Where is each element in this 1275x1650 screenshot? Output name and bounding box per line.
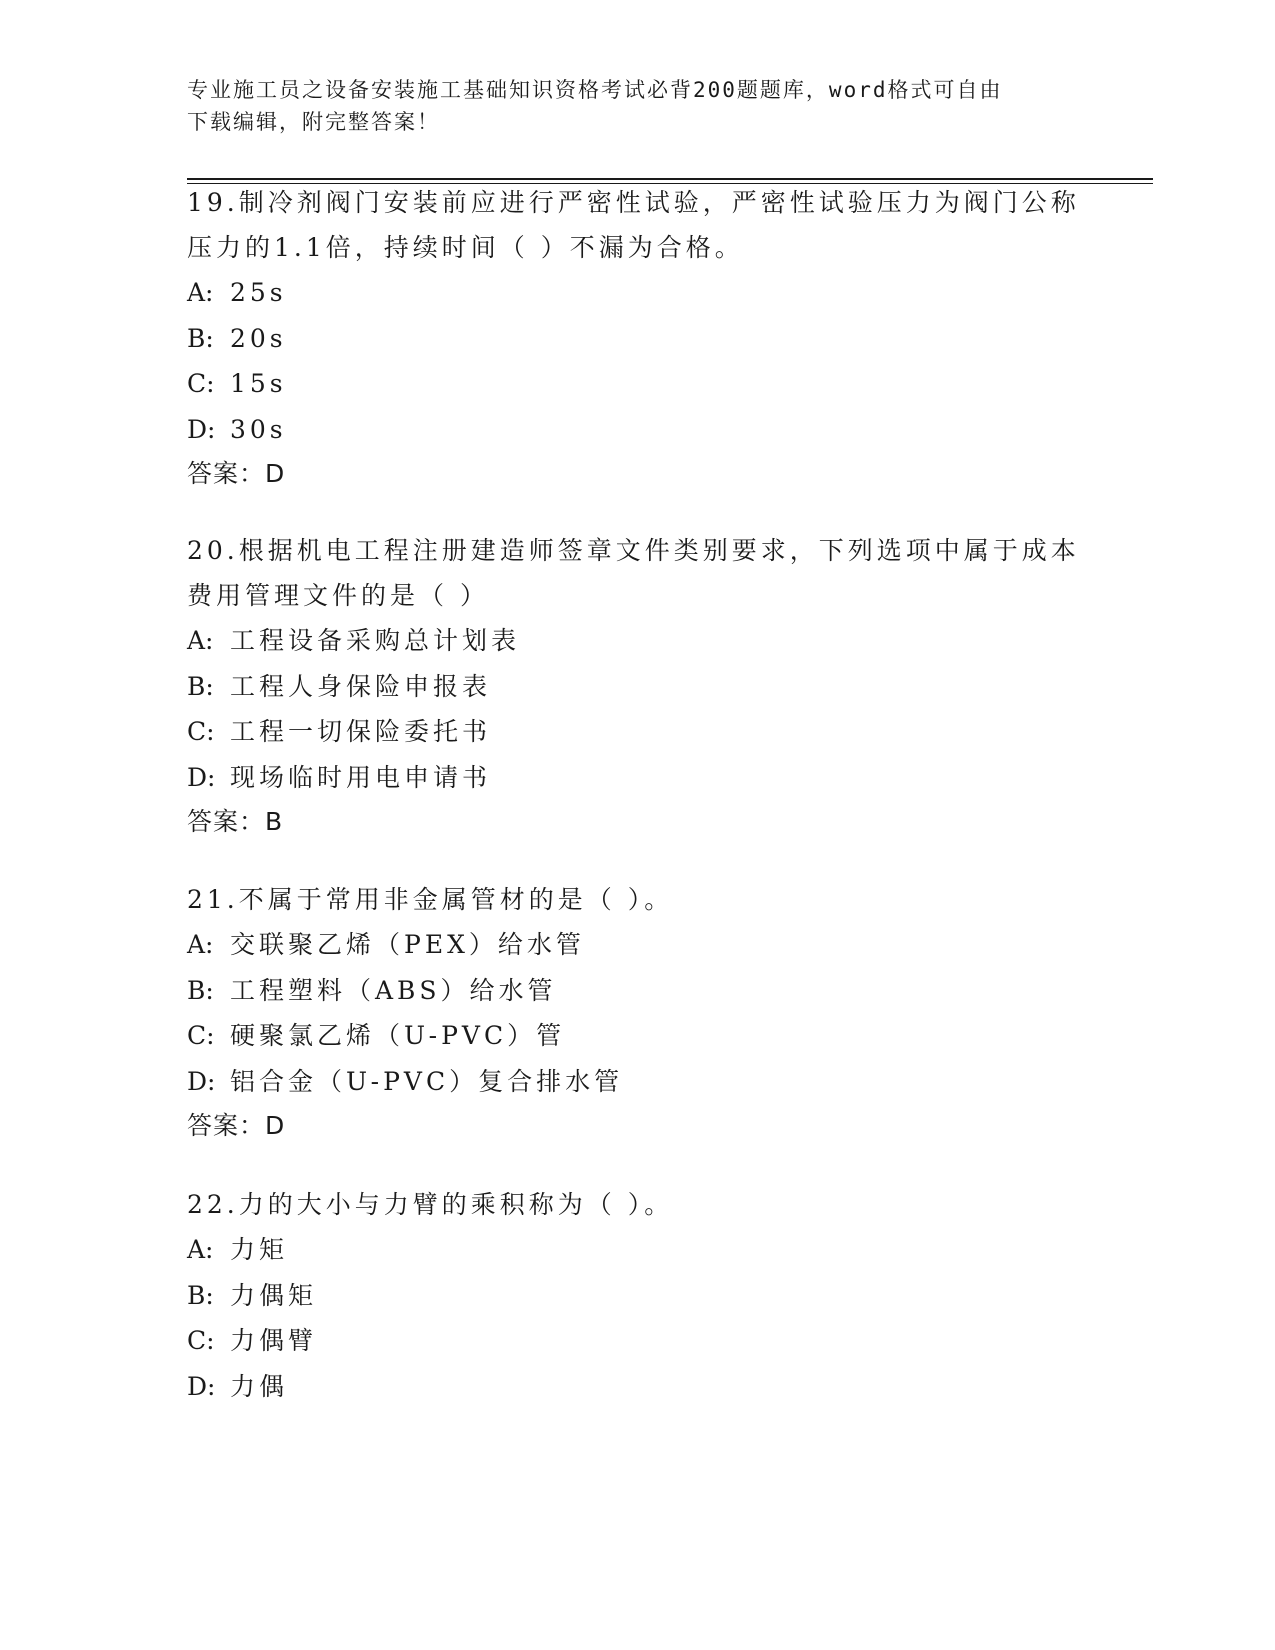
option-c [187, 361, 1087, 407]
answer-label: 答案：D [187, 459, 286, 488]
option-letter: A: [187, 626, 214, 655]
option-text: 硬聚氯乙烯（U-PVC）管 [230, 1021, 566, 1050]
question-text-line-1: 21.不属于常用非金属管材的是（ ）。 [187, 885, 674, 914]
option-text: 工程设备采购总计划表 [230, 626, 521, 655]
option-letter: C: [187, 1326, 215, 1355]
option-text: 力偶 [230, 1371, 289, 1401]
option-a [187, 270, 1087, 316]
option-letter: D: [187, 762, 216, 792]
option-letter: B: [187, 975, 214, 1005]
option-d [187, 1364, 1087, 1410]
header-line-2: 下载编辑，附完整答案！ [187, 110, 440, 134]
answer-label: 答案：D [187, 1111, 286, 1140]
option-text: 力偶矩 [230, 1280, 318, 1310]
question-text-line-2: 费用管理文件的是（ ） [187, 581, 489, 610]
option-letter: A: [187, 930, 214, 959]
option-text: 20s [230, 323, 287, 353]
question-text [187, 180, 1087, 270]
option-letter: B: [187, 1280, 214, 1310]
option-text: 30s [230, 414, 287, 444]
option-letter: D: [187, 1066, 216, 1096]
question-20 [187, 528, 1087, 844]
option-text: 铝合金（U-PVC）复合排水管 [230, 1066, 624, 1096]
question-text-line-1: 19.制冷剂阀门安装前应进行严密性试验，严密性试验压力为阀门公称 [187, 188, 1080, 217]
question-22 [187, 1182, 1087, 1409]
option-letter: A: [187, 1235, 214, 1264]
option-b [187, 968, 1087, 1014]
option-text: 工程一切保险委托书 [230, 717, 492, 746]
question-text-line-2: 压力的1.1倍，持续时间（ ）不漏为合格。 [187, 233, 744, 262]
option-letter: C: [187, 717, 215, 746]
option-text: 15s [230, 369, 287, 398]
option-letter: C: [187, 1021, 215, 1050]
question-text-line-1: 20.根据机电工程注册建造师签章文件类别要求，下列选项中属于成本 [187, 536, 1080, 565]
question-text [187, 528, 1087, 618]
question-text [187, 877, 1087, 922]
option-b [187, 316, 1087, 362]
question-21 [187, 877, 1087, 1148]
option-text: 现场临时用电申请书 [230, 762, 492, 792]
answer-label: 答案：B [187, 807, 284, 836]
document-header [187, 74, 1087, 138]
option-d [187, 755, 1087, 801]
question-text-line-1: 22.力的大小与力臂的乘积称为（ ）。 [187, 1190, 674, 1219]
option-letter: A: [187, 278, 214, 307]
option-text: 25s [230, 278, 287, 307]
option-text: 力矩 [230, 1235, 289, 1264]
option-c [187, 1318, 1087, 1364]
option-letter: D: [187, 414, 216, 444]
option-d [187, 1059, 1087, 1105]
option-letter: C: [187, 369, 215, 398]
question-19 [187, 180, 1087, 496]
header-line-1: 专业施工员之设备安装施工基础知识资格考试必背200题题库，word格式可自由 [187, 78, 1003, 102]
option-b [187, 664, 1087, 710]
option-letter: B: [187, 323, 214, 353]
option-text: 工程人身保险申报表 [230, 671, 492, 701]
option-b [187, 1273, 1087, 1319]
option-letter: D: [187, 1371, 216, 1401]
question-text [187, 1182, 1087, 1227]
option-a [187, 922, 1087, 968]
option-c [187, 709, 1087, 755]
option-c [187, 1013, 1087, 1059]
option-letter: B: [187, 671, 214, 701]
option-text: 交联聚乙烯（PEX）给水管 [230, 930, 585, 959]
option-text: 工程塑料（ABS）给水管 [230, 975, 557, 1005]
option-a [187, 1227, 1087, 1273]
option-text: 力偶臂 [230, 1326, 318, 1355]
option-d [187, 407, 1087, 453]
option-a [187, 618, 1087, 664]
